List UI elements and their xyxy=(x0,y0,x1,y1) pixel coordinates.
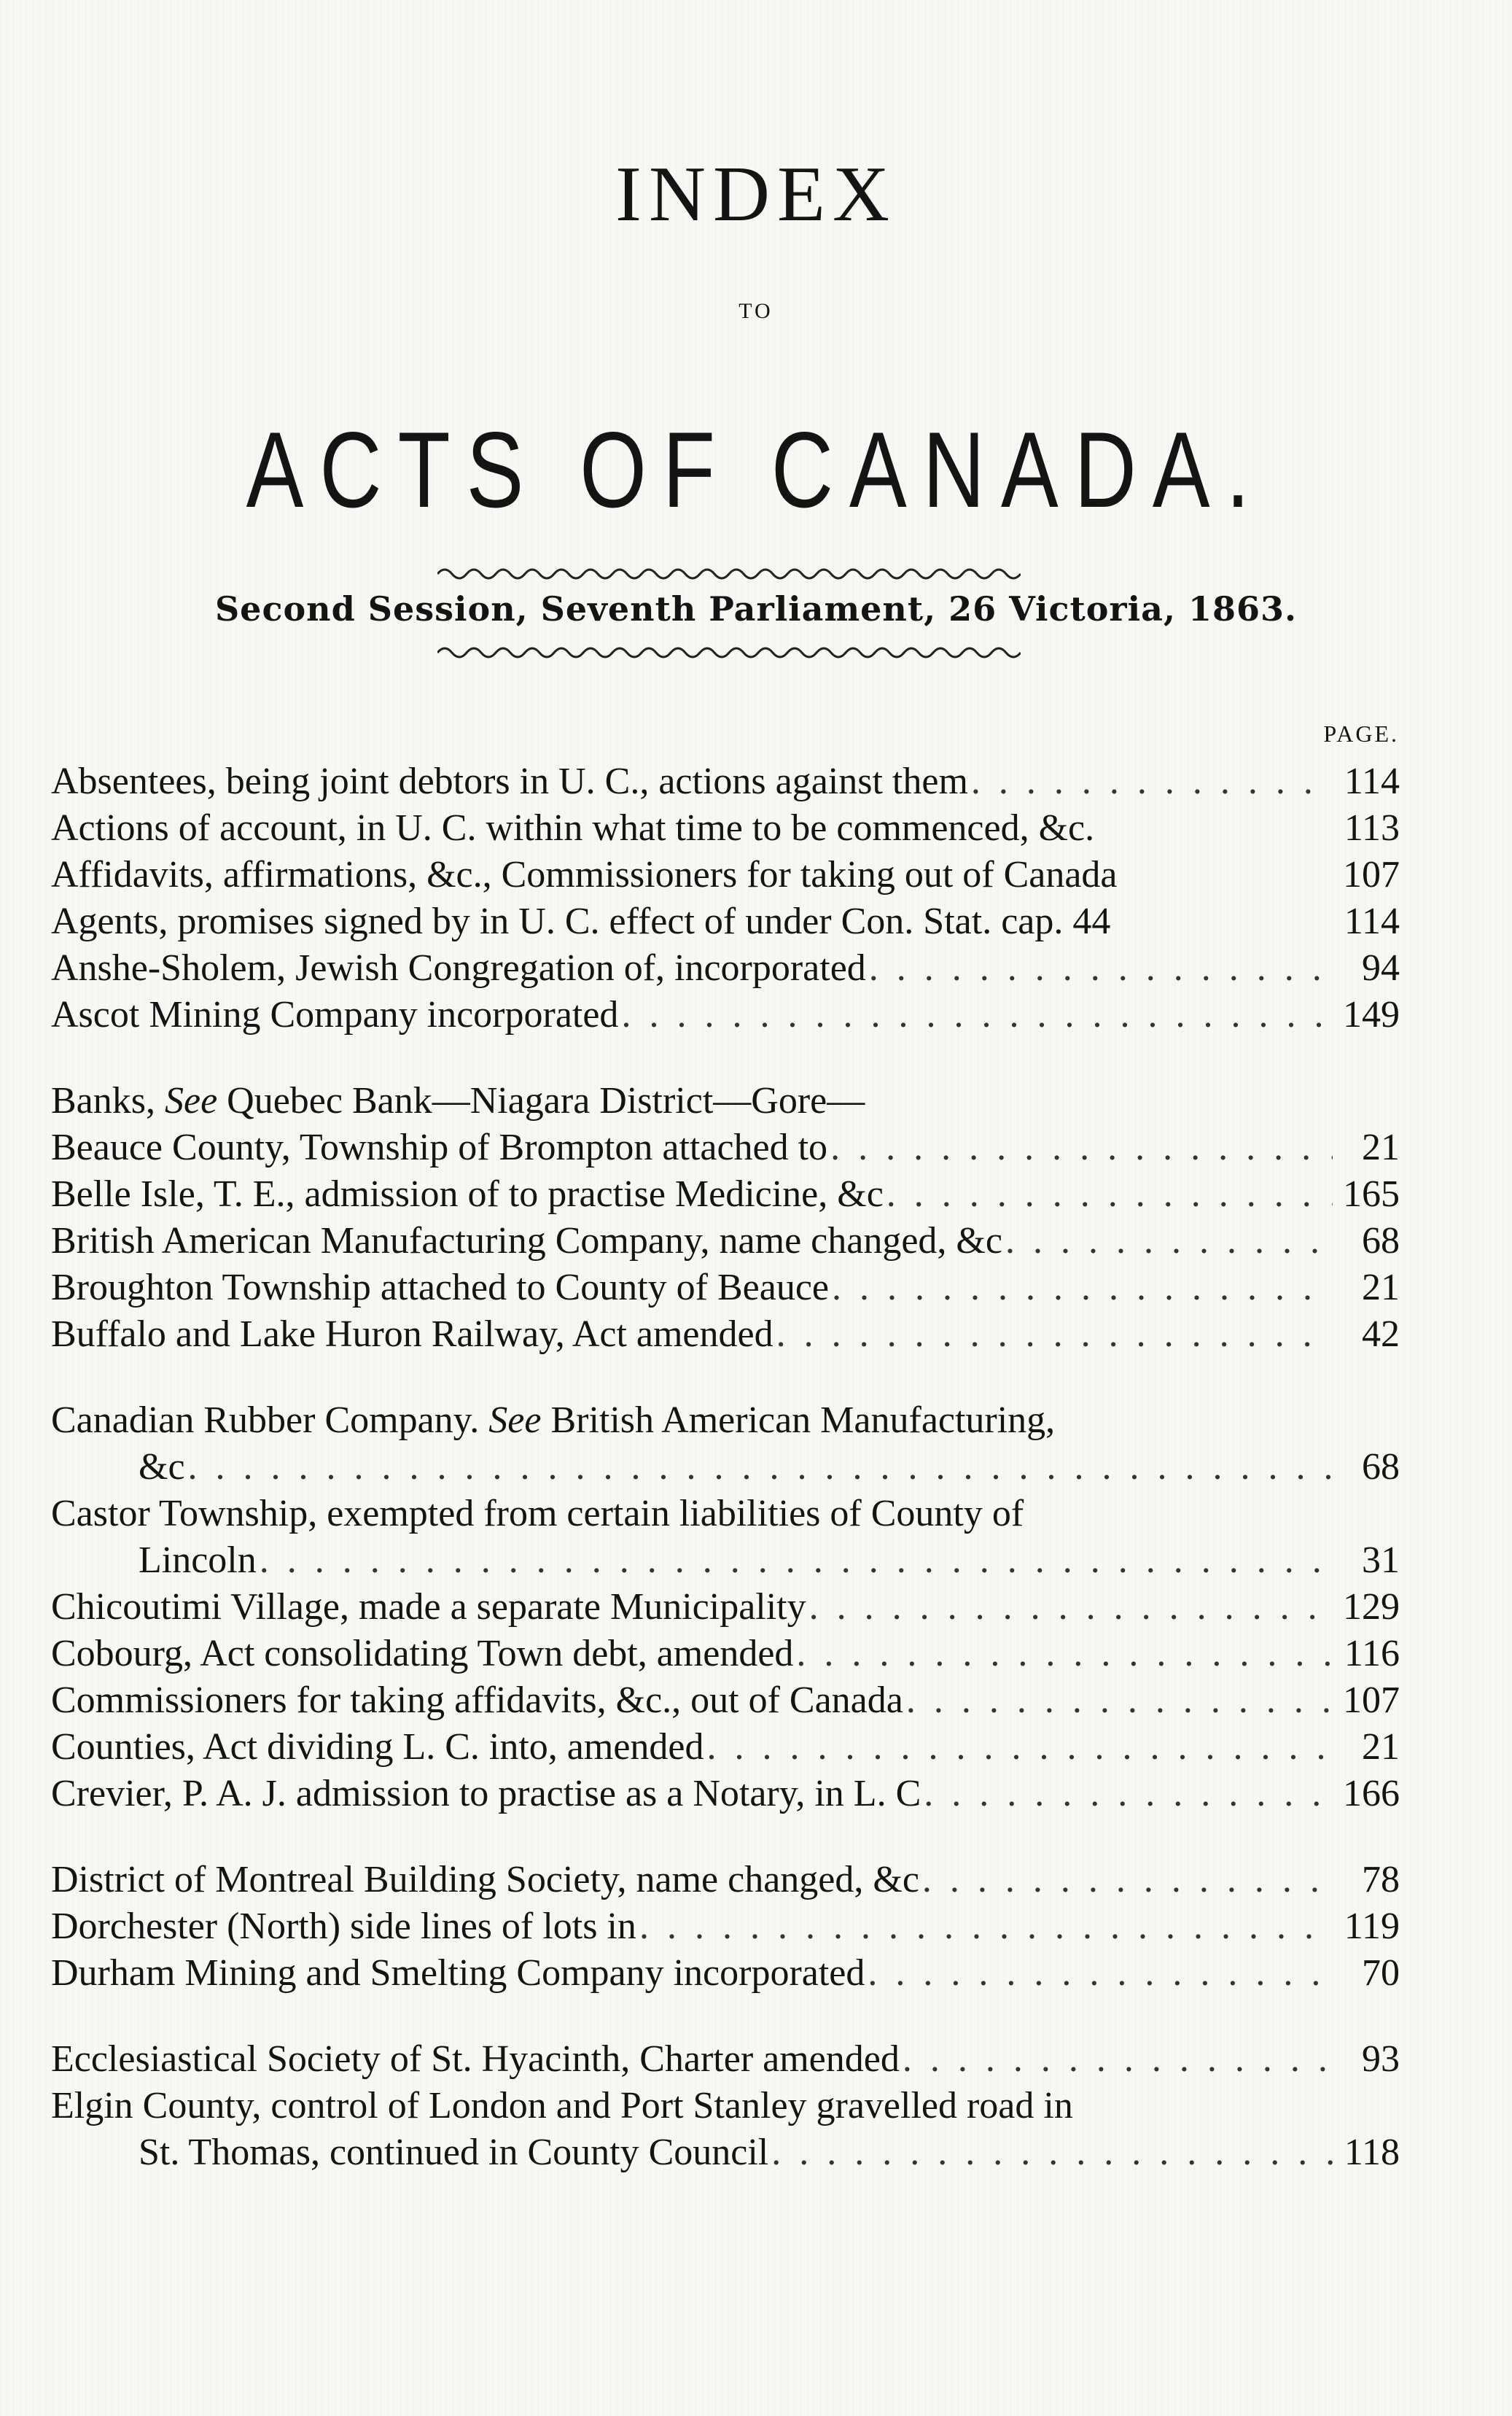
entry-page: 119 xyxy=(1344,1906,1400,1947)
entry-page: 166 xyxy=(1343,1773,1400,1814)
index-entry xyxy=(51,805,1400,852)
index-entry xyxy=(51,898,1400,945)
index-entry-continuation xyxy=(51,1444,1400,1491)
entry-page: 21 xyxy=(1362,1127,1400,1168)
entry-text: District of Montreal Building Society, name changed, &c xyxy=(51,1859,919,1900)
index-entry xyxy=(51,1171,1400,1218)
index-entry-continuation xyxy=(51,1537,1400,1584)
entry-text: Buffalo and Lake Huron Railway, Act amended xyxy=(51,1313,773,1355)
index-entry xyxy=(51,1491,1400,1537)
index-entry xyxy=(51,1125,1400,1171)
entry-text: Durham Mining and Smelting Company incorporated xyxy=(51,1952,865,1994)
index-entry xyxy=(51,1903,1400,1950)
index-entry xyxy=(51,1677,1400,1724)
index-title: INDEX xyxy=(615,151,897,238)
to-label: TO xyxy=(739,299,773,323)
entry-page: 42 xyxy=(1362,1313,1400,1355)
entry-page: 165 xyxy=(1343,1173,1400,1215)
entry-text: Chicoutimi Village, made a separate Municipality xyxy=(51,1586,806,1628)
entry-page: 113 xyxy=(1344,807,1400,849)
page-column-label: PAGE. xyxy=(1323,720,1399,747)
entry-page: 21 xyxy=(1362,1726,1400,1768)
session-subtitle: Second Session, Seventh Parliament, 26 Victoria, 1863. xyxy=(214,589,1298,629)
index-entry xyxy=(51,1771,1400,1817)
index-entry xyxy=(51,992,1400,1038)
entry-text: Counties, Act dividing L. C. into, amended xyxy=(51,1726,704,1768)
entry-page: 114 xyxy=(1344,901,1400,942)
entry-see: See xyxy=(488,1399,542,1441)
entry-page: 31 xyxy=(1362,1539,1400,1581)
entry-text: Castor Township, exempted from certain liabilities of County of xyxy=(51,1493,1024,1534)
entry-text: Dorchester (North) side lines of lots in xyxy=(51,1906,636,1947)
index-entry xyxy=(51,1724,1400,1771)
entry-text: Anshe-Sholem, Jewish Congregation of, incorporated xyxy=(51,947,866,989)
index-entry xyxy=(51,2083,1400,2129)
entry-text: St. Thomas, continued in County Council xyxy=(139,2132,769,2173)
entry-text: Belle Isle, T. E., admission of to practise Medicine, &c xyxy=(51,1173,884,1215)
entry-text: Actions of account, in U. C. within what time to be commenced, &c. xyxy=(51,807,1095,849)
entry-page: 78 xyxy=(1362,1859,1400,1900)
index-entry xyxy=(51,1397,1400,1444)
entry-text: Elgin County, control of London and Port Stanley gravelled road in xyxy=(51,2085,1073,2126)
entry-text: Agents, promises signed by in U. C. effect of under Con. Stat. cap. 44 xyxy=(51,901,1111,942)
entry-text: Commissioners for taking affidavits, &c., out of Canada xyxy=(51,1679,903,1721)
index-entry xyxy=(51,1584,1400,1631)
entry-page: 93 xyxy=(1362,2038,1400,2080)
entry-text: Broughton Township attached to County of Beauce xyxy=(51,1267,829,1308)
entry-text: Beauce County, Township of Brompton attached to xyxy=(51,1127,828,1168)
entry-text-continued: British American Manufacturing, xyxy=(550,1399,1056,1441)
entry-page: 114 xyxy=(1344,761,1400,802)
entry-page: 107 xyxy=(1343,854,1400,896)
entry-text: Banks, xyxy=(51,1080,155,1122)
entry-text: Ascot Mining Company incorporated xyxy=(51,994,619,1036)
entry-text: &c xyxy=(139,1446,185,1488)
entry-page: 116 xyxy=(1344,1633,1400,1674)
entry-page: 129 xyxy=(1343,1586,1400,1628)
entry-page: 21 xyxy=(1362,1267,1400,1308)
acts-title: ACTS OF CANADA. xyxy=(246,410,1266,531)
entry-text: Crevier, P. A. J. admission to practise as a Notary, in L. C xyxy=(51,1773,921,1814)
index-entry xyxy=(51,1311,1400,1358)
index-entry xyxy=(51,1265,1400,1311)
entry-page: 94 xyxy=(1362,947,1400,989)
entry-page: 107 xyxy=(1343,1679,1400,1721)
entry-text: Canadian Rubber Company. xyxy=(51,1399,480,1441)
entry-page: 68 xyxy=(1362,1220,1400,1262)
entry-text: Ecclesiastical Society of St. Hyacinth, Charter amended xyxy=(51,2038,900,2080)
entry-text: Cobourg, Act consolidating Town debt, amended xyxy=(51,1633,794,1674)
index-entry-continuation xyxy=(51,2129,1400,2176)
index-entry xyxy=(51,1950,1400,1997)
index-entry xyxy=(51,852,1400,898)
index-entries xyxy=(51,758,1400,2176)
entry-page: 70 xyxy=(1362,1952,1400,1994)
index-entry xyxy=(51,2036,1400,2083)
entry-text: Absentees, being joint debtors in U. C., actions against them xyxy=(51,761,968,802)
index-entry xyxy=(51,945,1400,992)
entry-text: British American Manufacturing Company, name changed, &c xyxy=(51,1220,1002,1262)
entry-page: 118 xyxy=(1344,2132,1400,2173)
index-entry xyxy=(51,1078,1400,1125)
index-entry xyxy=(51,1218,1400,1265)
index-entry xyxy=(51,1857,1400,1903)
entry-text: Lincoln xyxy=(139,1539,257,1581)
index-entry xyxy=(51,1631,1400,1677)
wavy-rule-bottom xyxy=(437,642,1021,664)
index-entry xyxy=(51,758,1400,805)
entry-text: Affidavits, affirmations, &c., Commissioners for taking out of Canada xyxy=(51,854,1118,896)
entry-page: 68 xyxy=(1362,1446,1400,1488)
entry-see: See xyxy=(165,1080,218,1122)
entry-text-continued: Quebec Bank—Niagara District—Gore— xyxy=(227,1080,865,1122)
entry-page: 149 xyxy=(1343,994,1400,1036)
wavy-rule-top xyxy=(437,563,1021,585)
